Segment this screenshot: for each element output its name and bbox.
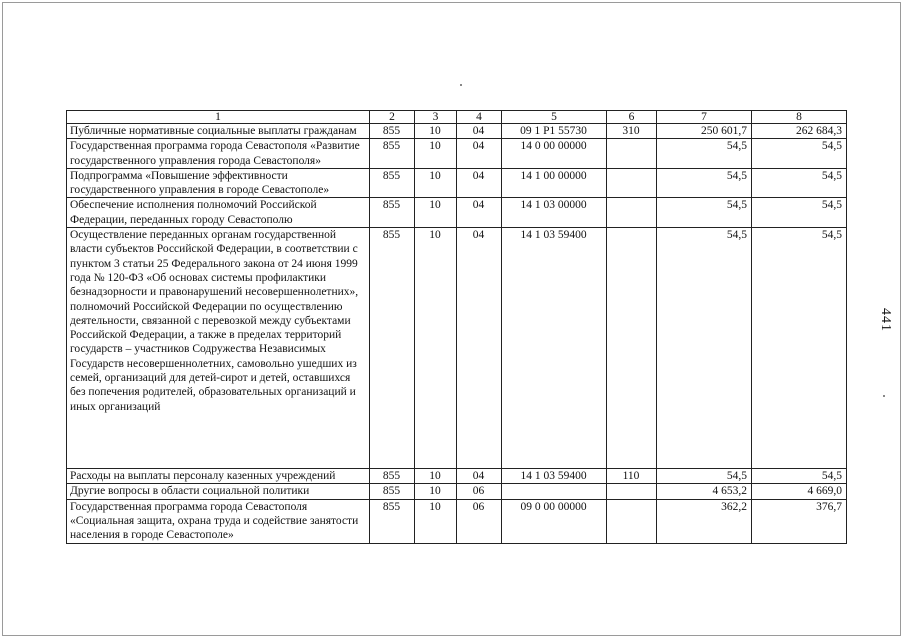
page-number: 441 xyxy=(878,308,893,332)
expense-type-code: 110 xyxy=(607,469,657,484)
col-header: 6 xyxy=(607,111,657,124)
table-row xyxy=(67,139,847,169)
row-name: Подпрограмма «Повышение эффективности государственного управления в городе Севастополе» xyxy=(67,168,370,198)
col-header: 4 xyxy=(457,111,502,124)
section-code: 10 xyxy=(415,139,457,169)
amount-col7: 250 601,7 xyxy=(657,124,752,139)
amount-col8: 54,5 xyxy=(752,228,847,469)
ministry-code: 855 xyxy=(370,124,415,139)
table-row xyxy=(67,469,847,484)
row-name: Государственная программа города Севастополя «Социальная защита, охрана труда и содействие занятости населения в городе Севастополе» xyxy=(67,499,370,543)
amount-col7: 4 653,2 xyxy=(657,484,752,499)
target-article-code xyxy=(502,484,607,499)
amount-col8: 54,5 xyxy=(752,168,847,198)
amount-col8: 54,5 xyxy=(752,139,847,169)
expense-type-code xyxy=(607,228,657,469)
row-name: Государственная программа города Севастополя «Развитие государственного управления города Севастополя» xyxy=(67,139,370,169)
col-header: 1 xyxy=(67,111,370,124)
row-name: Другие вопросы в области социальной политики xyxy=(67,484,370,499)
expense-type-code xyxy=(607,168,657,198)
subsection-code: 04 xyxy=(457,469,502,484)
ministry-code: 855 xyxy=(370,228,415,469)
target-article-code: 14 1 03 59400 xyxy=(502,228,607,469)
subsection-code: 04 xyxy=(457,124,502,139)
section-code: 10 xyxy=(415,198,457,228)
table-row xyxy=(67,499,847,543)
subsection-code: 04 xyxy=(457,228,502,469)
row-name: Публичные нормативные социальные выплаты гражданам xyxy=(67,124,370,139)
subsection-code: 04 xyxy=(457,168,502,198)
expense-type-code xyxy=(607,499,657,543)
amount-col8: 376,7 xyxy=(752,499,847,543)
section-code: 10 xyxy=(415,499,457,543)
ministry-code: 855 xyxy=(370,198,415,228)
amount-col7: 54,5 xyxy=(657,198,752,228)
target-article-code: 14 0 00 00000 xyxy=(502,139,607,169)
row-name: Осуществление переданных органам государственной власти субъектов Российской Федерации, в соответствии с пунктом 3 статьи 25 Федерального закона от 24 июня 1999 года № 120-ФЗ «Об основах системы профилактики безнадзорности и правонарушений несовершеннолетних», полномочий Российской Федерации по осуществлению деятельности, связанной с перевозкой между субъектами Российской Федерации, а также в пределах территорий государств – участников Содружества Независимых Государств несовершеннолетних, самовольно ушедших из семей, организаций для детей-сирот и детей, оставшихся без попечения родителей, образовательных организаций и иных организаций xyxy=(67,228,370,469)
target-article-code: 14 1 03 59400 xyxy=(502,469,607,484)
header-row xyxy=(67,111,847,124)
target-article-code: 14 1 00 00000 xyxy=(502,168,607,198)
target-article-code: 14 1 03 00000 xyxy=(502,198,607,228)
ministry-code: 855 xyxy=(370,469,415,484)
amount-col8: 262 684,3 xyxy=(752,124,847,139)
scan-mark xyxy=(460,84,462,86)
ministry-code: 855 xyxy=(370,139,415,169)
ministry-code: 855 xyxy=(370,484,415,499)
section-code: 10 xyxy=(415,484,457,499)
table-row xyxy=(67,228,847,469)
scan-mark xyxy=(883,395,885,397)
amount-col7: 54,5 xyxy=(657,139,752,169)
amount-col8: 4 669,0 xyxy=(752,484,847,499)
subsection-code: 06 xyxy=(457,484,502,499)
table-row xyxy=(67,124,847,139)
row-name: Обеспечение исполнения полномочий Российской Федерации, переданных городу Севастополю xyxy=(67,198,370,228)
target-article-code: 09 1 Р1 55730 xyxy=(502,124,607,139)
table-row xyxy=(67,198,847,228)
expense-type-code: 310 xyxy=(607,124,657,139)
ministry-code: 855 xyxy=(370,168,415,198)
budget-table xyxy=(66,110,847,544)
section-code: 10 xyxy=(415,124,457,139)
ministry-code: 855 xyxy=(370,499,415,543)
table-row xyxy=(67,484,847,499)
section-code: 10 xyxy=(415,168,457,198)
amount-col7: 54,5 xyxy=(657,168,752,198)
subsection-code: 04 xyxy=(457,198,502,228)
amount-col8: 54,5 xyxy=(752,198,847,228)
amount-col7: 54,5 xyxy=(657,228,752,469)
table-row xyxy=(67,168,847,198)
row-name: Расходы на выплаты персоналу казенных учреждений xyxy=(67,469,370,484)
subsection-code: 04 xyxy=(457,139,502,169)
expense-type-code xyxy=(607,484,657,499)
target-article-code: 09 0 00 00000 xyxy=(502,499,607,543)
subsection-code: 06 xyxy=(457,499,502,543)
section-code: 10 xyxy=(415,469,457,484)
expense-type-code xyxy=(607,198,657,228)
expense-type-code xyxy=(607,139,657,169)
amount-col7: 54,5 xyxy=(657,469,752,484)
amount-col7: 362,2 xyxy=(657,499,752,543)
col-header: 2 xyxy=(370,111,415,124)
section-code: 10 xyxy=(415,228,457,469)
col-header: 3 xyxy=(415,111,457,124)
col-header: 7 xyxy=(657,111,752,124)
col-header: 8 xyxy=(752,111,847,124)
amount-col8: 54,5 xyxy=(752,469,847,484)
col-header: 5 xyxy=(502,111,607,124)
